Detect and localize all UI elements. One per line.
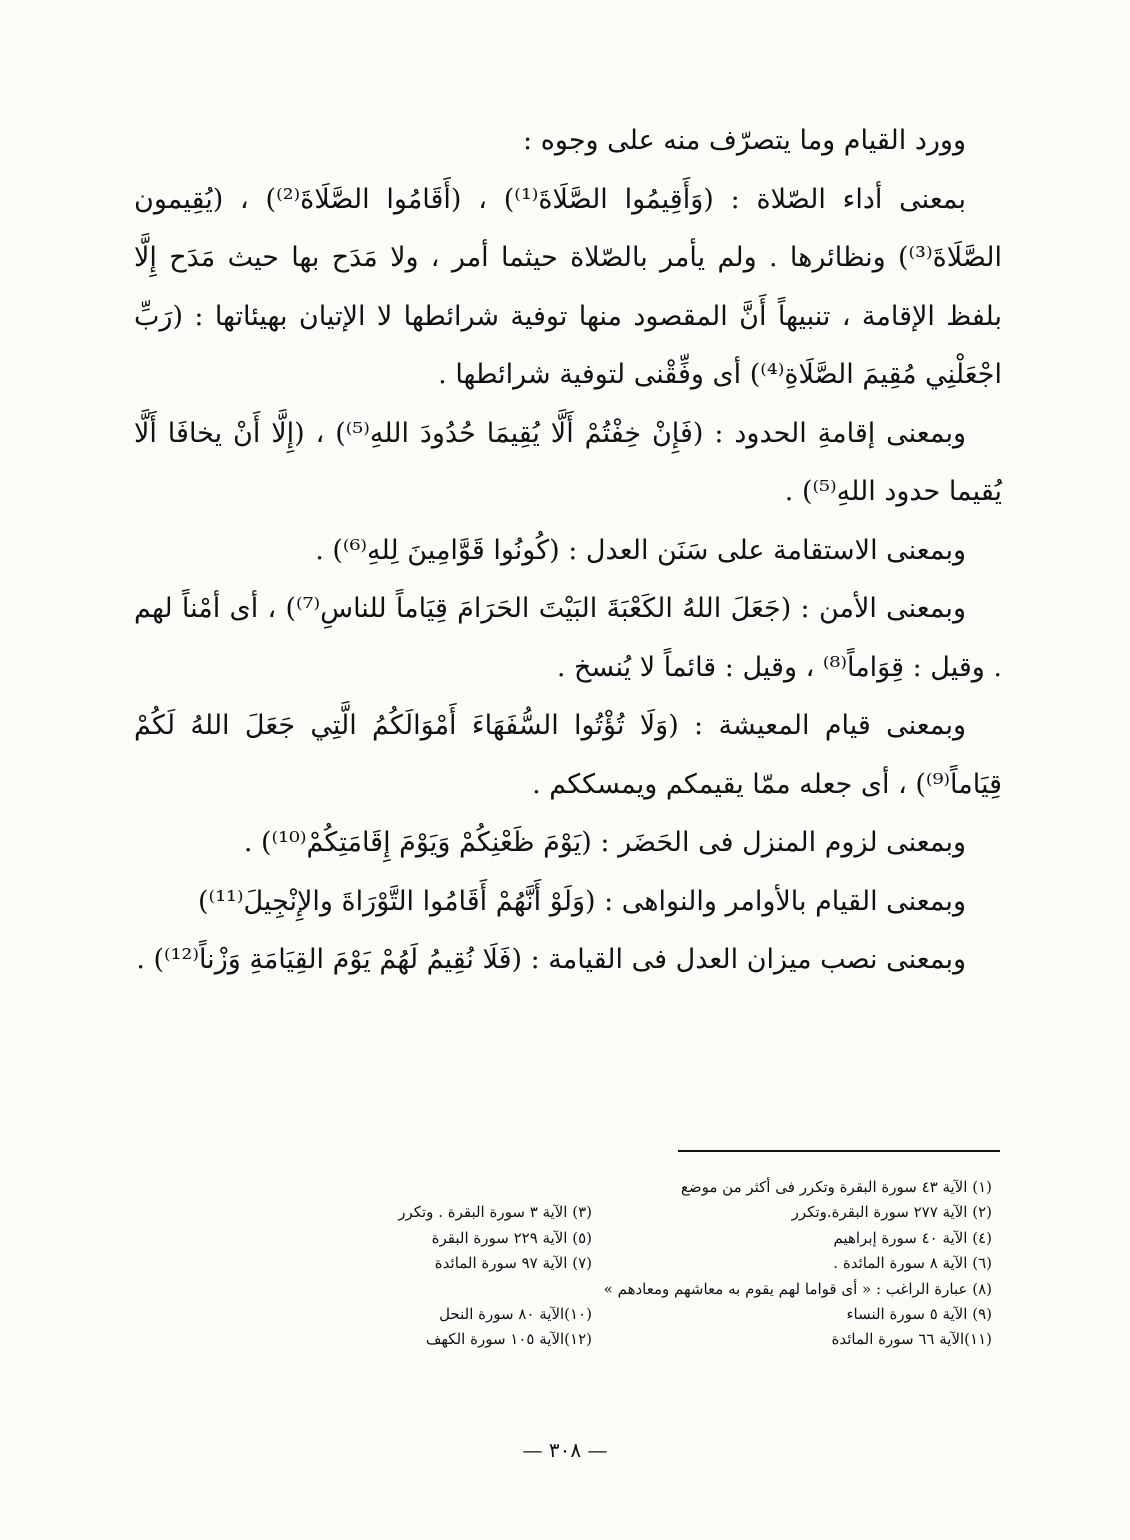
paragraph-hudud: وبمعنى إقامةِ الحدود : (فَإِنْ خِفْتُمْ أَلَّا يُقِيمَا حُدُودَ اللهِ⁽⁵⁾) ، (إِلَّا أَنْ يخافَا أَلَّا يُقيما حدود اللهِ⁽⁵⁾) . <box>134 417 1002 507</box>
footnote-row <box>252 1277 992 1302</box>
footnote: (٢) الآية ٢٧٧ سورة البقرة.وتكرر <box>791 1203 992 1222</box>
footnote-row <box>252 1175 992 1200</box>
footnote: (٩) الآية ٥ سورة النساء <box>846 1304 992 1323</box>
footnote-row <box>252 1200 992 1225</box>
footnote: (٣) الآية ٣ سورة البقرة . وتكرر <box>398 1203 592 1222</box>
footnotes <box>252 1175 992 1353</box>
footnote-row <box>252 1226 992 1251</box>
main-text <box>134 112 1002 990</box>
intro-paragraph: وورد القيام وما يتصرّف منه على وجوه : <box>523 125 966 156</box>
footnote-row <box>252 1251 992 1276</box>
footnote-row <box>252 1327 992 1352</box>
footnote <box>252 1175 592 1200</box>
paragraph-scale: وبمعنى نصب ميزان العدل فى القيامة : (فَلَا نُقِيمُ لَهُمْ يَوْمَ القِيَامَةِ وَزْناً⁽¹²⁾) . <box>136 944 966 975</box>
footnote: (١٠)الآية ٨٠ سورة النحل <box>439 1304 592 1323</box>
footnote-row <box>252 1302 992 1327</box>
footnote: (٧) الآية ٩٧ سورة المائدة <box>434 1254 592 1273</box>
footnote: (١) الآية ٤٣ سورة البقرة وتكرر فى أكثر من موضع <box>680 1178 992 1196</box>
footnotes-divider <box>678 1150 1000 1152</box>
footnote: (٤) الآية ٤٠ سورة إبراهيم <box>833 1228 992 1247</box>
footnote: (٨) عبارة الراغب : « أى قواما لهم يقوم به معاشهم ومعادهم » <box>603 1279 992 1298</box>
footnote: (١١)الآية ٦٦ سورة المائدة <box>831 1330 992 1349</box>
footnote: (٥) الآية ٢٢٩ سورة البقرة <box>431 1228 592 1247</box>
paragraph-commands: وبمعنى القيام بالأوامر والنواهى : (وَلَوْ أَنَّهُمْ أَقَامُوا التَّوْرَاةَ والإِنْجِيلَ⁽¹¹⁾) <box>198 885 966 917</box>
paragraph-justice: وبمعنى الاستقامة على سَنَن العدل : (كُونُوا قَوَّامِينَ لِلهِ⁽⁶⁾) . <box>315 534 966 566</box>
paragraph-prayer: بمعنى أداء الصّلاة : (وَأَقِيمُوا الصَّلَاةَ⁽¹⁾) ، (أَقَامُوا الصَّلَاةَ⁽²⁾) ، (يُقِيمون الصَّلَاةَ⁽³⁾) ونظائرها . ولم يأمر بالصّلاة حيثما أمر ، ولا مَدَح بها حيث مَدَح إِلَّا بلفظ الإقامة ، تنبيهاً أَنَّ المقصود منها توفية شرائطها لا الإتيان بهيئاتها : (رَبِّ اجْعَلْنِي مُقِيمَ الصَّلَاةِ⁽⁴⁾) أى وفِّقْنى لتوفية شرائطها . <box>134 183 1002 390</box>
paragraph-livelihood: وبمعنى قيام المعيشة : (وَلَا تُؤْتُوا السُّفَهَاءَ أَمْوَالَكُمُ الَّتِي جَعَلَ اللهُ لَكُمْ قِيَاماً⁽⁹⁾) ، أى جعله ممّا يقيمكم ويمسككم . <box>134 710 1002 800</box>
paragraph-residence: وبمعنى لزوم المنزل فى الحَضَر : (يَوْمَ ظَعْنِكُمْ وَيَوْمَ إِقَامَتِكُمْ⁽¹⁰⁾) . <box>243 827 966 858</box>
footnote <box>252 1277 592 1302</box>
footnote: (١٢)الآية ١٠٥ سورة الكهف <box>425 1330 592 1349</box>
footnote: (٦) الآية ٨ سورة المائدة . <box>833 1254 992 1273</box>
page-number: — ٣٠٨ — <box>522 1438 608 1462</box>
paragraph-security: وبمعنى الأمن : (جَعَلَ اللهُ الكَعْبَةَ البَيْتَ الحَرَامَ قِيَاماً للناسِ⁽⁷⁾) ، أى أمْناً لهم . وقيل : قِوَاماً⁽⁸⁾ ، وقيل : قائماً لا يُنسخ . <box>134 593 1002 683</box>
